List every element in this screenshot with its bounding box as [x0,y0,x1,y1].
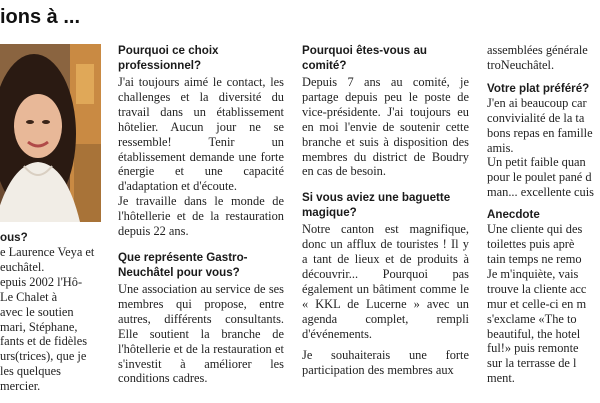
answer-paragraph: Notre canton est magnifique, donc un afflux de touristes ! Il y a tant de lieux et de produits à découvrir... Pourquoi pas également un bâtiment comme le « KKL de Lucerne » avec un agenda complet, rempli d'événements. [302,222,469,341]
text-line: sur la terrasse de l [487,356,577,371]
answer-paragraph: Je souhaiterais une forte participation des membres aux [302,347,469,377]
text-line: assemblées générale [487,43,588,57]
text-line: Un petit faible quan [487,155,586,170]
column-3 [487,43,600,403]
text-line: mur et celle-ci en m [487,296,587,311]
column-2 [302,43,469,403]
text-line: trouve la cliente acc [487,281,587,296]
left-line: Le Chalet à [0,289,58,304]
answer-paragraph: J'ai toujours aimé le contact, les challenges et la diversité du travail dans un établissement hôtelier. Aucun jour ne se ressemble! Tenir un établissement demande une forte énergie et une capacité d'adaptation et d'écoute. [118,75,284,194]
portrait-photo [0,44,101,222]
left-line: avec le soutien [0,304,74,319]
text-line: ment. [487,371,515,386]
left-line: mari, Stéphane, [0,319,78,334]
left-line: euchâtel. [0,259,45,274]
left-column [0,230,104,403]
text-line: troNeuchâtel. [487,57,555,72]
text-line: bons repas en famille [487,125,593,140]
text-line: beautiful, the hotel [487,326,581,341]
question-heading: Anecdote [487,208,540,222]
left-line: les quelques [0,364,61,379]
article-headline: ions à ... [0,6,81,28]
column-1 [118,43,284,403]
left-question: ous? [0,231,28,244]
text-line: s'exclame «The to [487,311,577,326]
left-line: urs(trices), que je [0,349,87,364]
question-heading: Pourquoi êtes-vous au comité? [302,44,427,72]
left-line: epuis 2002 l'Hô- [0,274,83,289]
text-line: amis. [487,140,514,155]
left-line: fants et de fidèles [0,334,88,349]
text-line: J'en ai beaucoup car [487,95,587,110]
answer-paragraph: Une association au service de ses membres qui propose, entre autres, différents consultants. Elle soutient la branche de l'hôtellerie et de la restauration et s'investit à améliorer les conditions cadres. [118,281,284,386]
answer-paragraph: Je travaille dans le monde de l'hôtellerie et de la restauration depuis 22 ans. [118,194,284,239]
answer-paragraph: Depuis 7 ans au comité, je partage depuis peu le poste de vice-présidente. J'ai toujours eu en moi l'envie de soutenir cette branche et suis à disposition des membres du district de Boudry en cas de besoin. [302,75,469,179]
text-line: toilettes puis aprè [487,237,575,252]
text-line: Je m'inquiète, vais [487,266,579,281]
left-line: mercier. [0,379,41,394]
text-line: Une cliente qui des [487,222,583,237]
text-line: pour le poulet pané d [487,170,592,185]
question-heading: Que représente Gastro-Neuchâtel pour vous? [118,250,248,279]
text-line: tain temps ne remo [487,251,582,266]
text-line: ful!» puis remonte [487,341,579,356]
text-line: man... excellente cuis [487,185,594,200]
text-line: convivialité de la ta [487,110,585,125]
question-heading: Pourquoi ce choix professionnel? [118,44,219,72]
question-heading: Votre plat préféré? [487,81,590,95]
question-heading: Si vous aviez une baguette magique? [302,191,451,220]
left-line: e Laurence Veya et [0,245,95,259]
